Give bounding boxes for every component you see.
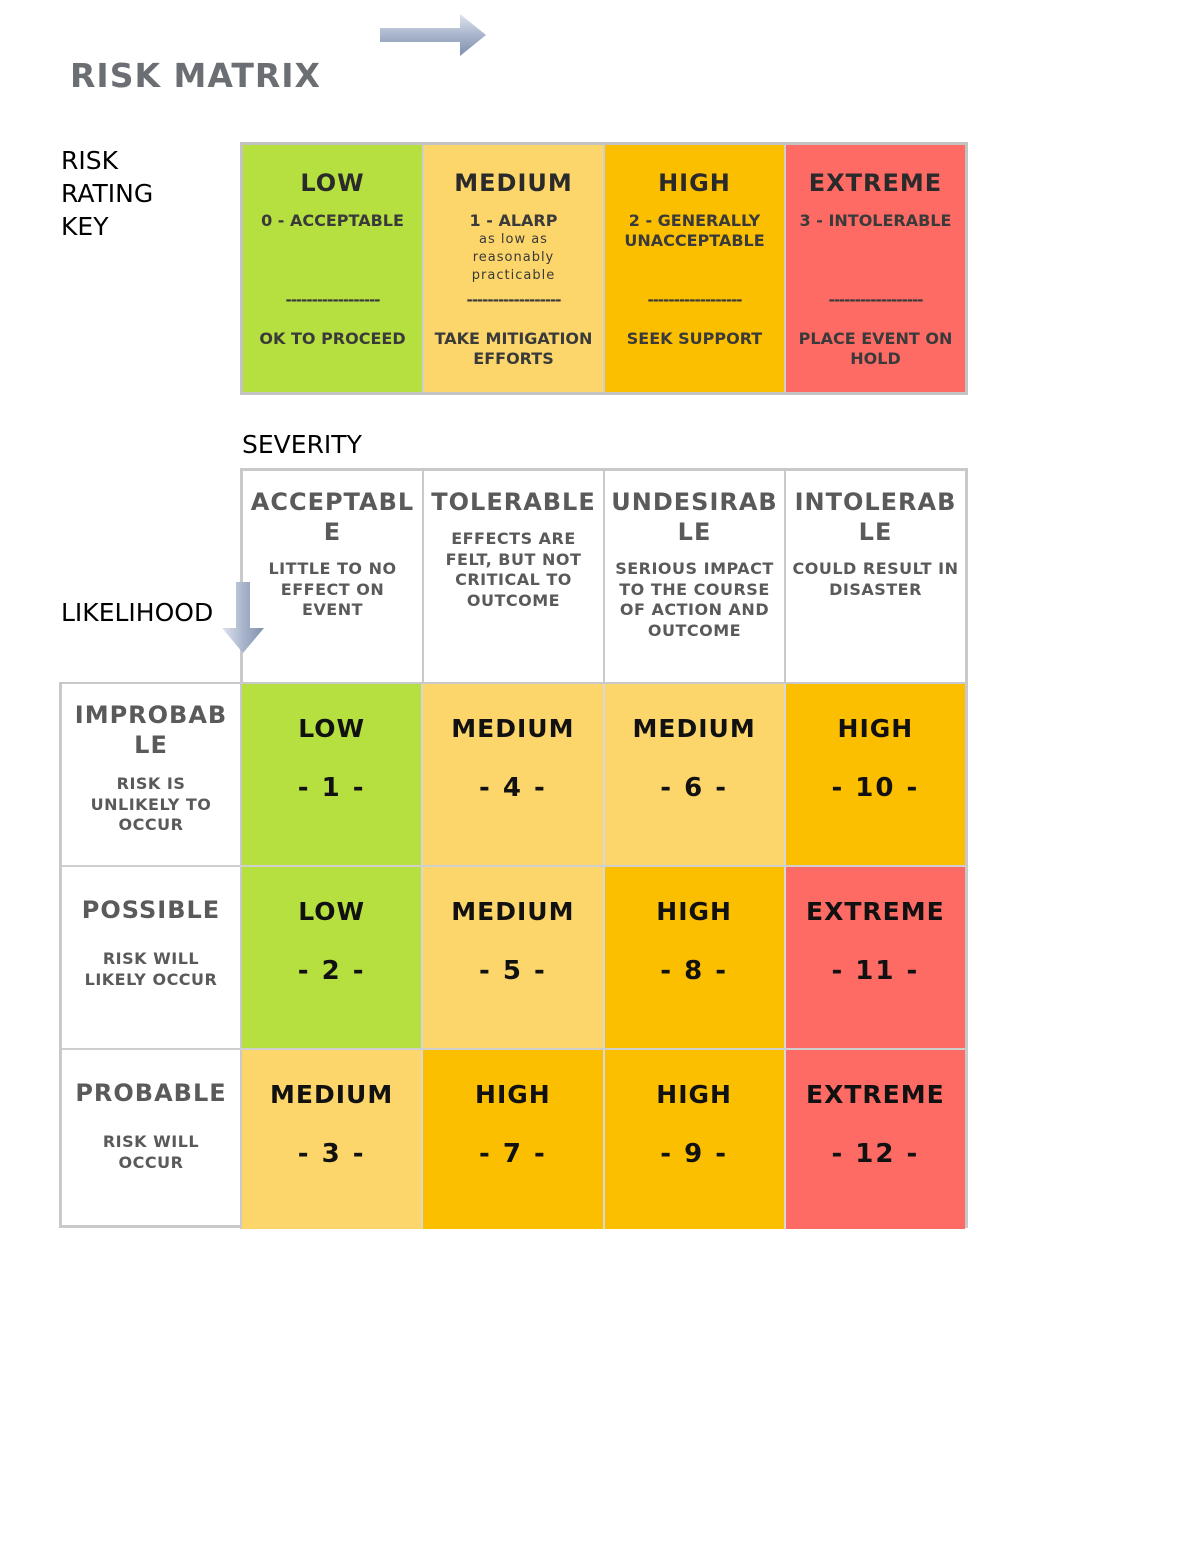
severity-column-header (424, 471, 605, 684)
key-level: LOW (300, 169, 365, 197)
risk-rating-key-line: KEY (61, 212, 109, 241)
key-note: as low as reasonably practicable (471, 232, 556, 283)
key-rating: 2 - GENERALLY UNACCEPTABLE (624, 211, 765, 250)
risk-cell (242, 684, 423, 865)
severity-name: INTOLERABLE (794, 488, 957, 546)
key-cell-high (605, 145, 786, 392)
key-rating: 1 - ALARP (469, 211, 558, 230)
severity-name: ACCEPTABLE (250, 488, 415, 546)
likelihood-description: RISK WILL LIKELY OCCUR (84, 949, 218, 989)
key-action: SEEK SUPPORT (626, 329, 763, 348)
risk-number: - 12 - (831, 1139, 920, 1169)
risk-number: - 7 - (478, 1139, 547, 1169)
severity-label: SEVERITY (242, 430, 362, 459)
risk-cell (786, 684, 965, 865)
likelihood-name: IMPROBABLE (74, 701, 228, 759)
key-divider: ------------------ (647, 291, 742, 309)
severity-description: SERIOUS IMPACT TO THE COURSE OF ACTION AND OUTCOME (615, 559, 774, 640)
risk-number: - 3 - (297, 1139, 366, 1169)
risk-level: MEDIUM (632, 714, 756, 743)
arrow-down-icon (220, 582, 266, 654)
key-divider: ------------------ (285, 291, 380, 309)
risk-level: LOW (298, 714, 366, 743)
likelihood-row-header (62, 867, 242, 1048)
risk-level: HIGH (475, 1080, 551, 1109)
severity-column-header (786, 471, 965, 684)
risk-rating-key-line: RISK (61, 146, 119, 175)
severity-description: LITTLE TO NO EFFECT ON EVENT (268, 559, 397, 619)
likelihood-description: RISK IS UNLIKELY TO OCCUR (90, 774, 212, 834)
risk-level: MEDIUM (270, 1080, 394, 1109)
risk-cell (786, 1050, 965, 1229)
risk-rating-key-line: RATING (61, 179, 154, 208)
likelihood-row-header (62, 1050, 242, 1229)
risk-number: - 1 - (297, 773, 366, 803)
key-action: OK TO PROCEED (259, 329, 406, 348)
key-level: EXTREME (808, 169, 943, 197)
key-divider: ------------------ (466, 291, 561, 309)
likelihood-description: RISK WILL OCCUR (102, 1132, 200, 1172)
page-title: RISK MATRIX (70, 56, 321, 95)
risk-level: MEDIUM (451, 714, 575, 743)
key-cell-medium (424, 145, 605, 392)
severity-description: EFFECTS ARE FELT, BUT NOT CRITICAL TO OUTCOME (445, 529, 582, 610)
risk-level: HIGH (656, 1080, 732, 1109)
risk-number: - 6 - (660, 773, 729, 803)
likelihood-row (62, 684, 965, 867)
likelihood-label: LIKELIHOOD (61, 598, 214, 627)
risk-cell (242, 1050, 423, 1229)
key-cell-low (243, 145, 424, 392)
severity-name: TOLERABLE (431, 488, 596, 516)
risk-rating-key-table (240, 142, 968, 395)
key-action: TAKE MITIGATION EFFORTS (434, 329, 593, 368)
risk-number: - 5 - (478, 956, 547, 986)
severity-column-header (243, 471, 424, 684)
risk-cell (423, 867, 604, 1048)
key-rating: 3 - INTOLERABLE (799, 211, 952, 230)
risk-cell (423, 684, 604, 865)
risk-rating-key-label (61, 144, 153, 243)
key-cell-extreme (786, 145, 965, 392)
likelihood-row-header (62, 684, 242, 865)
severity-column-header (605, 471, 786, 684)
risk-level: HIGH (837, 714, 914, 743)
severity-description: COULD RESULT IN DISASTER (792, 559, 959, 599)
key-level: HIGH (658, 169, 731, 197)
risk-matrix-grid (59, 682, 968, 1228)
risk-cell (605, 684, 786, 865)
risk-number: - 4 - (478, 773, 547, 803)
risk-cell (605, 867, 786, 1048)
risk-number: - 2 - (297, 956, 366, 986)
likelihood-row (62, 1050, 965, 1229)
risk-number: - 11 - (831, 956, 920, 986)
risk-number: - 10 - (831, 773, 920, 803)
risk-cell (242, 867, 423, 1048)
severity-name: UNDESIRABLE (611, 488, 778, 546)
risk-level: MEDIUM (451, 897, 575, 926)
likelihood-name: PROBABLE (75, 1079, 227, 1107)
likelihood-name: POSSIBLE (81, 896, 221, 924)
likelihood-row (62, 867, 965, 1050)
risk-level: EXTREME (806, 897, 945, 926)
risk-number: - 9 - (660, 1139, 729, 1169)
risk-level: LOW (298, 897, 366, 926)
key-rating: 0 - ACCEPTABLE (261, 211, 404, 230)
risk-level: HIGH (656, 897, 732, 926)
key-divider: ------------------ (828, 291, 923, 309)
risk-level: EXTREME (806, 1080, 945, 1109)
arrow-right-icon (380, 12, 488, 58)
risk-cell (605, 1050, 786, 1229)
risk-number: - 8 - (660, 956, 729, 986)
key-level: MEDIUM (454, 169, 573, 197)
severity-header-row (240, 468, 968, 684)
key-action: PLACE EVENT ON HOLD (798, 329, 953, 368)
risk-cell (786, 867, 965, 1048)
risk-cell (423, 1050, 604, 1229)
